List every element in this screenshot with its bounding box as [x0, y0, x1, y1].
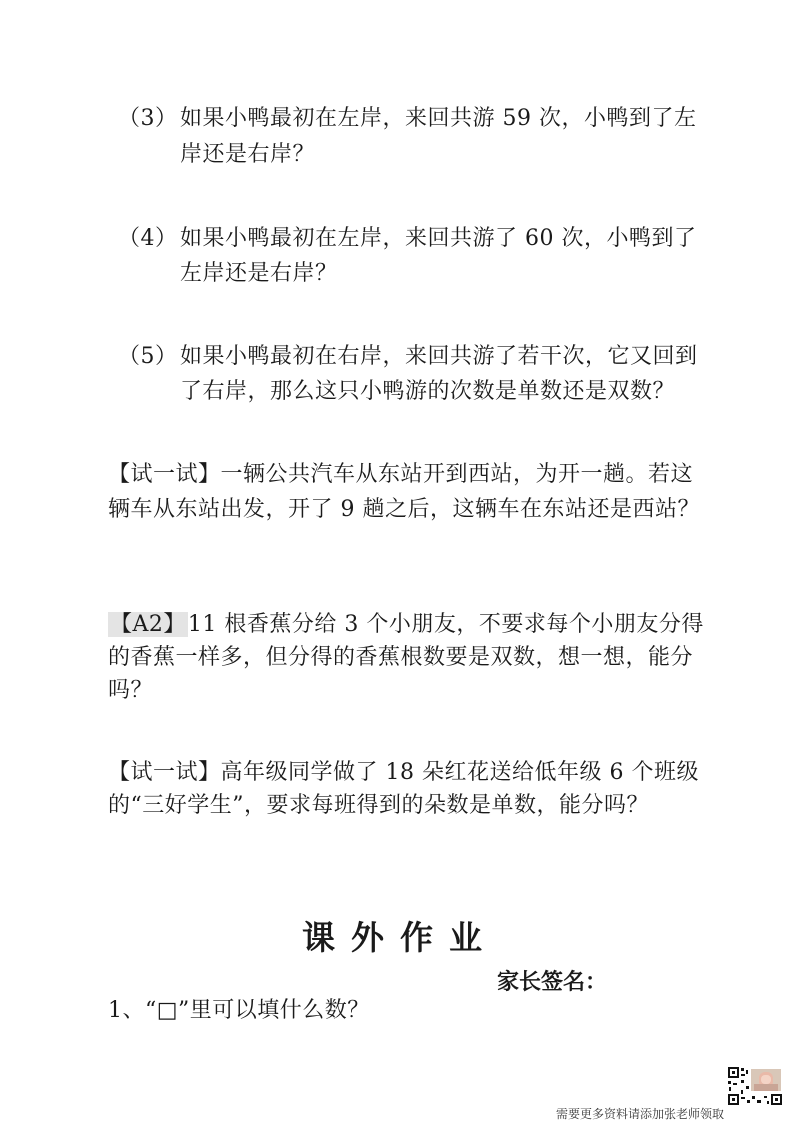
a2-line-2: 的香蕉一样多，但分得的香蕉根数要是双数，想一想，能分: [108, 645, 694, 670]
a2-tag: 【A2】: [110, 612, 186, 637]
question-3-line-1: 如果小鸭最初在左岸，来回共游 59 次，小鸭到了左: [180, 106, 697, 131]
question-4-line-2: 左岸还是右岸？: [180, 261, 338, 286]
question-5-line-2: 了右岸，那么这只小鸭游的次数是单数还是双数？: [180, 379, 676, 404]
a2-line-3: 吗？: [108, 678, 154, 703]
try-it-2-line-2: 的“三好学生”，要求每班得到的朵数是单数，能分吗？: [108, 793, 649, 818]
try-it-1-line-2: 辆车从东站出发，开了 9 趟之后，这辆车在东站还是西站？: [108, 497, 700, 522]
homework-question-1: 1、“□”里可以填什么数？: [108, 998, 370, 1023]
question-3-number: （3）: [118, 106, 178, 131]
footer-note: 需要更多资料请添加张老师领取: [556, 1107, 725, 1121]
question-3-line-2: 岸还是右岸？: [180, 142, 316, 167]
question-4-number: （4）: [118, 226, 178, 251]
question-5-line-1: 如果小鸭最初在右岸，来回共游了若干次，它又回到: [180, 344, 698, 369]
parent-signature-label: 家长签名：: [497, 970, 608, 995]
question-5-number: （5）: [118, 344, 178, 369]
homework-title: 课外作业: [302, 918, 498, 957]
question-4-line-1: 如果小鸭最初在左岸，来回共游了 60 次，小鸭到了: [180, 226, 697, 251]
try-it-1-line-1: 【试一试】一辆公共汽车从东站开到西站，为开一趟。若这: [108, 462, 694, 487]
qr-code-icon: [727, 1066, 783, 1106]
try-it-2-line-1: 【试一试】高年级同学做了 18 朵红花送给低年级 6 个班级: [108, 760, 699, 785]
a2-line-1: 11 根香蕉分给 3 个小朋友，不要求每个小朋友分得: [187, 612, 704, 637]
